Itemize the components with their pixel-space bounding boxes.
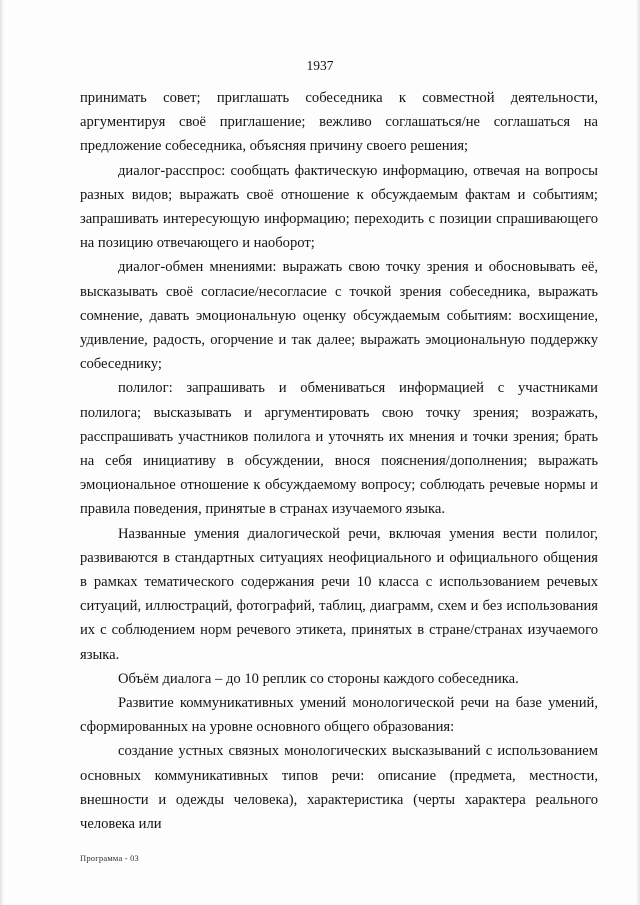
footer-label: Программа - 03 xyxy=(80,853,140,863)
scan-edge-right xyxy=(636,0,640,905)
page-number: 1937 xyxy=(306,58,334,73)
paragraph-5: Названные умения диалогической речи, включая умения вести полилог, развиваются в стандартных ситуациях неофициального и официального общения в рамках тематического содержания речи 10 класса с использованием речевых ситуаций, иллюстраций, фотографий, таблиц, диаграмм, схем и без использования их с соблюдением норм речевого этикета, принятых в стране/странах изучаемого языка. xyxy=(80,525,598,663)
body-text xyxy=(80,86,598,836)
paragraph-6: Объём диалога – до 10 реплик со стороны каждого собеседника. xyxy=(118,670,519,687)
paragraph-8: создание устных связных монологических высказываний с использованием основных коммуникативных типов речи: описание (предмета, местности, внешности и одежды человека), характеристика (черты характера реального человека или xyxy=(80,743,598,833)
paragraph-7: Развитие коммуникативных умений монологической речи на базе умений, сформированных на уровне основного общего образования: xyxy=(80,695,598,736)
paragraph-2: диалог-расспрос: сообщать фактическую информацию, отвечая на вопросы разных видов; выражать своё отношение к обсуждаемым фактам и событиям; запрашивать интересующую информацию; переходить с позиции спрашивающего на позицию отвечающего и наоборот; xyxy=(80,162,598,252)
scan-edge-left xyxy=(0,0,4,905)
paragraph-3: диалог-обмен мнениями: выражать свою точку зрения и обосновывать её, высказывать своё согласие/несогласие с точкой зрения собеседника, выражать сомнение, давать эмоциональную оценку обсуждаемым событиям: восхищение, удивление, радость, огорчение и так далее; выражать эмоциональную поддержку собеседнику; xyxy=(80,259,598,373)
paragraph-4: полилог: запрашивать и обмениваться информацией с участниками полилога; высказывать и аргументировать свою точку зрения; возражать, расспрашивать участников полилога и уточнять их мнения и точки зрения; брать на себя инициативу в обсуждении, внося пояснения/дополнения; выражать эмоциональное отношение к обсуждаемому вопросу; соблюдать речевые нормы и правила поведения, принятые в странах изучаемого языка. xyxy=(80,380,598,518)
paragraph-1: принимать совет; приглашать собеседника к совместной деятельности, аргументируя своё приглашение; вежливо соглашаться/не соглашаться на предложение собеседника, объясняя причину своего решения; xyxy=(80,90,598,155)
